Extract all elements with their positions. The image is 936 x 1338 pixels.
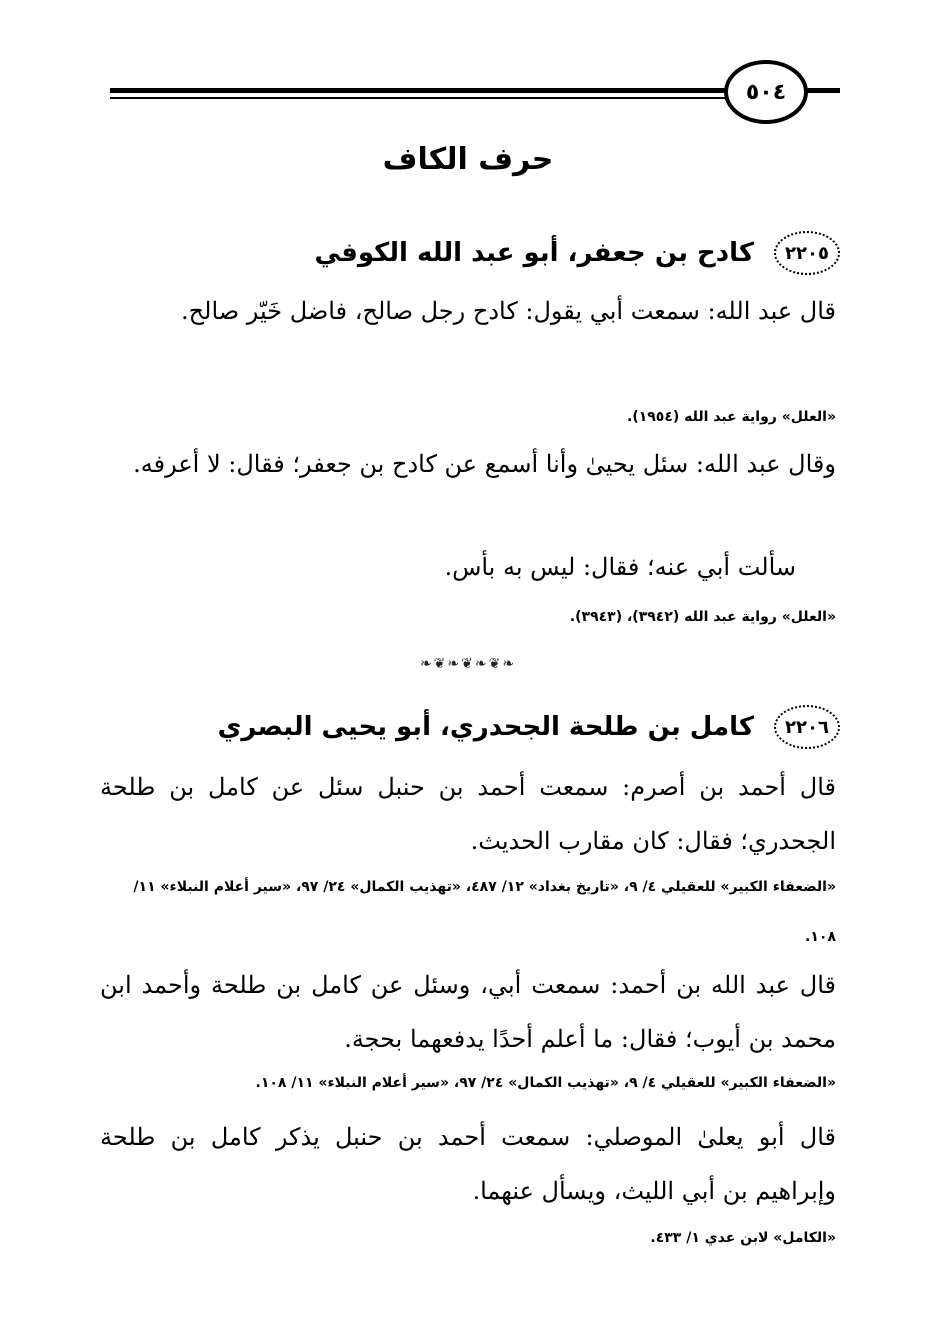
reference-note: «الضعفاء الكبير» للعقيلي ٤/ ٩، «تهذيب الكمال» ٢٤/ ٩٧، «سير أعلام النبلاء» ١١/ ١٠٨. xyxy=(255,1075,836,1091)
reference-note: «العلل» رواية عبد الله (٣٩٤٢)، (٣٩٤٣). xyxy=(569,609,836,625)
reference-note: «الكامل» لابن عدي ١/ ٤٣٣. xyxy=(650,1230,836,1246)
reference-note: «الضعفاء الكبير» للعقيلي ٤/ ٩، «تاريخ بغداد» ١٢/ ٤٨٧، «تهذيب الكمال» ٢٤/ ٩٧، «سير أعلام النبلاء» ١١/ ١٠٨. xyxy=(133,879,836,945)
page-number: ٥٠٤ xyxy=(745,79,787,105)
entry-paragraph: قال أحمد بن أصرم: سمعت أحمد بن حنبل سئل عن كامل بن طلحة الجحدري؛ فقال: كان مقارب الحديث. xyxy=(100,773,836,855)
page-number-badge xyxy=(724,60,808,124)
entry-name: كادح بن جعفر، أبو عبد الله الكوفي xyxy=(314,238,754,268)
entry-paragraph: قال عبد الله بن أحمد: سمعت أبي، وسئل عن كامل بن طلحة وأحمد ابن محمد بن أيوب؛ فقال: ما أعلم أحدًا يدفعهما بحجة. xyxy=(100,971,836,1053)
header-rule-thick xyxy=(110,88,750,93)
reference-note: «العلل» رواية عبد الله (١٩٥٤). xyxy=(627,409,836,425)
entry-heading xyxy=(100,228,840,278)
header-rule-thin xyxy=(110,97,750,99)
page-header xyxy=(100,50,840,130)
entry-paragraph: وقال عبد الله: سئل يحيىٰ وأنا أسمع عن كادح بن جعفر؛ فقال: لا أعرفه. xyxy=(133,450,836,478)
entry-name: كامل بن طلحة الجحدري، أبو يحيى البصري xyxy=(217,712,754,742)
entry-paragraph: قال عبد الله: سمعت أبي يقول: كادح رجل صالح، فاضل خَيّر صالح. xyxy=(181,297,836,325)
chapter-title: حرف الكاف xyxy=(382,142,554,177)
divider-ornament: ❧❦❧❦❧❦❧ xyxy=(419,656,517,672)
entry-paragraph: سألت أبي عنه؛ فقال: ليس به بأس. xyxy=(444,553,796,581)
entry-number-badge: ٢٢٠٦ xyxy=(774,705,840,749)
entry-paragraph: قال أبو يعلىٰ الموصلي: سمعت أحمد بن حنبل يذكر كامل بن طلحة وإبراهيم بن أبي الليث، ويسأل عنهما. xyxy=(100,1123,836,1205)
entry-number-badge: ٢٢٠٥ xyxy=(774,231,840,275)
entry-heading xyxy=(100,702,840,752)
